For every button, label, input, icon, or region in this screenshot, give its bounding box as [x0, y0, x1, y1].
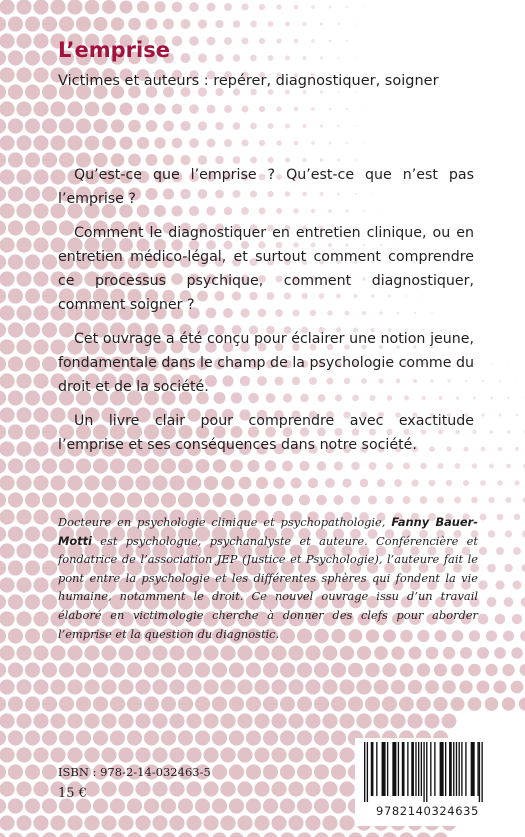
author-name: Fanny Bauer-Motti [58, 515, 478, 548]
blurb-paragraph: Qu’est-ce que l’emprise ? Qu’est-ce que n’est pas l’emprise ? [58, 167, 474, 207]
bio-intro: Docteure en psychologie clinique et psychopathologie, [58, 515, 392, 529]
blurb-paragraph: Cet ouvrage a été conçu pour éclairer une notion jeune, fondamentale dans le champ de la psychologie comme du droit et de la société. [58, 331, 474, 395]
blurb-paragraph: Un livre clair pour comprendre avec exactitude l’emprise et ses conséquences dans notre société. [58, 413, 474, 453]
bio-rest: est psychologue, psychanalyste et auteure. Conférencière et fondatrice de l’association JEP (Justice et Psychologie), l’auteure fait le pont entre la psychologie et les différentes sphères qui fondent la vie humaine, notamment le droit. Ce nouvel ouvrage issu d’un travail élaboré en victimologie cherche à donner des clefs pour aborder l’emprise et la question du diagnostic. [58, 533, 478, 641]
author-bio [58, 513, 478, 643]
blurb-paragraph: Comment le diagnostiquer en entretien clinique, ou en entretien médico-légal, et surtout comment comprendre ce processus psychique, comment diagnostiquer, comment soigner ? [58, 225, 474, 313]
price: 15 € [58, 786, 87, 801]
isbn: ISBN : 978-2-14-032463-5 [58, 765, 211, 779]
back-cover-blurb [58, 163, 474, 467]
book-subtitle: Victimes et auteurs : repérer, diagnostiquer, soigner [58, 73, 439, 89]
book-title: L’emprise [58, 38, 170, 62]
barcode-bars [362, 742, 493, 802]
barcode-number: 9782140324635 [376, 804, 479, 818]
barcode [355, 738, 500, 826]
